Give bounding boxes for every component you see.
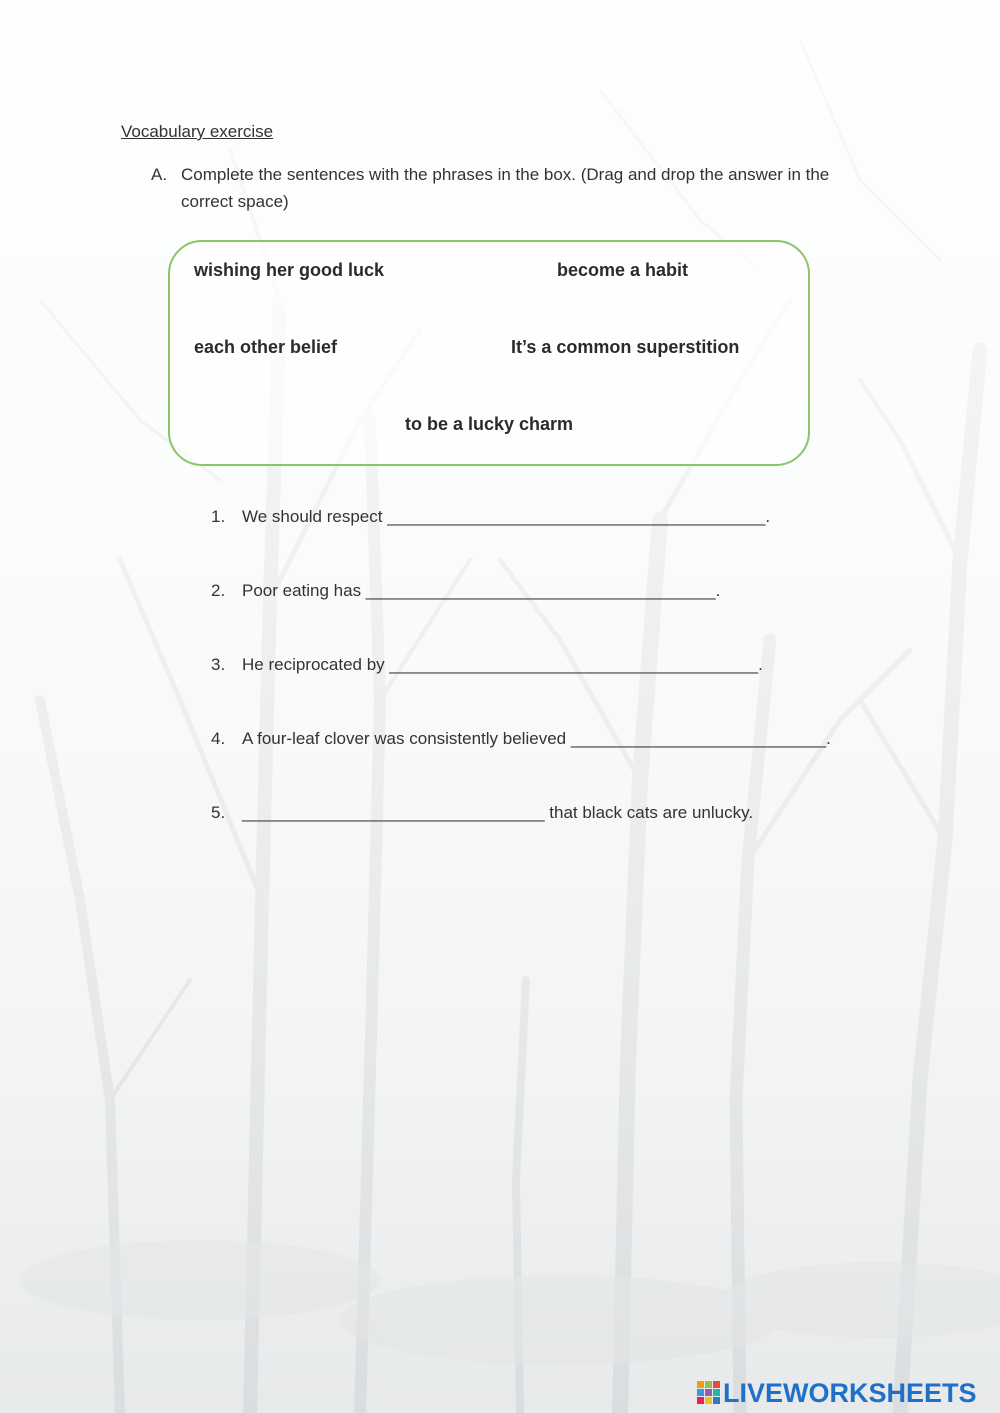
question-text: We should respect ________________________________________. [242,507,771,526]
question-number: 2. [211,581,226,600]
instruction-letter: A. [151,165,168,184]
instruction-text: Complete the sentences with the phrases in the box. (Drag and drop the answer in the correct space) [181,165,830,211]
question-number: 5. [211,803,226,822]
phrase-item[interactable]: It’s a common superstition [511,337,740,357]
question-number: 1. [211,507,226,526]
phrase-item[interactable]: to be a lucky charm [404,414,574,434]
question-item[interactable] [211,507,770,527]
question-item[interactable] [211,803,753,823]
instruction [151,161,871,215]
liveworksheets-logo[interactable] [697,1376,977,1410]
phrase-item[interactable]: wishing her good luck [194,260,385,280]
question-item[interactable] [211,581,720,601]
question-text: He reciprocated by _______________________________________. [242,655,763,674]
question-number: 4. [211,729,226,748]
question-number: 3. [211,655,226,674]
phrase-item[interactable]: each other belief [194,337,338,357]
liveworksheets-logo-icon [697,1381,721,1405]
question-item[interactable] [211,655,763,675]
phrase-item[interactable]: become a habit [557,260,689,280]
question-text: ________________________________ that black cats are unlucky. [242,803,754,822]
question-item[interactable] [211,729,831,749]
question-text: Poor eating has _____________________________________. [242,581,721,600]
phrase-box [168,240,810,466]
worksheet-title: Vocabulary exercise [121,122,274,141]
question-text: A four-leaf clover was consistently believed ___________________________. [242,729,831,748]
liveworksheets-logo-text: LIVEWORKSHEETS [723,1377,977,1408]
